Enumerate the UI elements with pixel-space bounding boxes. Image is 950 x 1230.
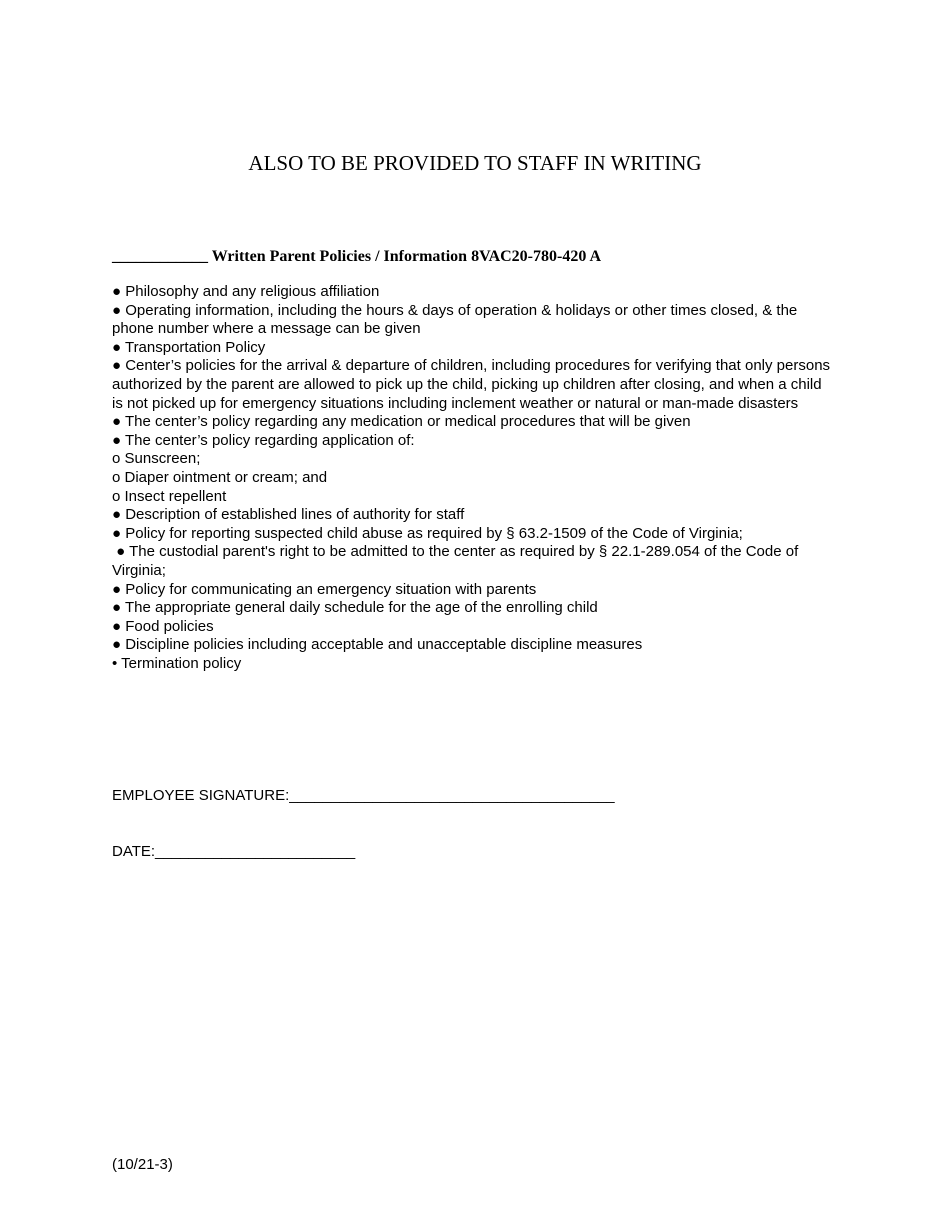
list-item: ● Description of established lines of authority for staff xyxy=(112,506,465,524)
section-heading: ____________ Written Parent Policies / Information 8VAC20-780-420 A xyxy=(112,248,602,265)
list-item: ● The center’s policy regarding application of: xyxy=(112,431,415,449)
list-item: • Termination policy xyxy=(112,654,242,672)
list-item: o Diaper ointment or cream; and xyxy=(112,468,328,486)
list-item: ● Discipline policies including acceptable and unacceptable discipline measures xyxy=(112,636,643,654)
list-item: ● Philosophy and any religious affiliation xyxy=(112,283,380,300)
date-field[interactable]: DATE:________________________ xyxy=(112,843,356,860)
list-item: ● Operating information, including the hours & days of operation & holidays or other times closed, & the phone number where a message can be given xyxy=(112,301,798,338)
list-item: ● Transportation Policy xyxy=(112,338,266,356)
page-title: ALSO TO BE PROVIDED TO STAFF IN WRITING xyxy=(248,151,702,175)
employee-signature-field[interactable]: EMPLOYEE SIGNATURE:_______________________________________ xyxy=(112,787,615,804)
list-item: ● Food policies xyxy=(112,617,214,635)
list-item: ● The custodial parent's right to be admitted to the center as required by § 22.1-289.054 of the Code of Virginia; xyxy=(112,543,803,579)
list-item: o Insect repellent xyxy=(112,487,227,505)
policy-list xyxy=(112,283,832,673)
list-item: ● Center’s policies for the arrival & departure of children, including procedures for verifying that only persons authorized by the parent are allowed to pick up the child, picking up children after closing, and when a child is not picked up for emergency situations including inclement weather or natural or man-made disasters xyxy=(112,357,831,412)
list-item: ● The center’s policy regarding any medication or medical procedures that will be given xyxy=(112,413,691,431)
list-item: o Sunscreen; xyxy=(112,450,201,468)
list-item: ● Policy for reporting suspected child abuse as required by § 63.2-1509 of the Code of Virginia; xyxy=(112,524,743,542)
list-item: ● Policy for communicating an emergency situation with parents xyxy=(112,580,537,598)
list-item: ● The appropriate general daily schedule for the age of the enrolling child xyxy=(112,599,598,617)
form-code: (10/21-3) xyxy=(112,1156,173,1173)
